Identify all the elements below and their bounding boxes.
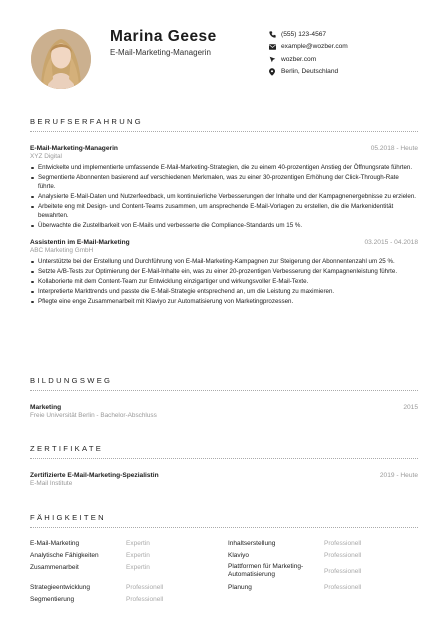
certificates-section bbox=[30, 444, 418, 487]
skill-level: Expertin bbox=[126, 539, 150, 547]
contact-location bbox=[267, 66, 437, 79]
candidate-name: Marina Geese bbox=[110, 28, 217, 45]
skill-level: Professionell bbox=[126, 583, 164, 591]
education-section bbox=[30, 376, 418, 419]
job-company: XYZ Digital bbox=[30, 153, 62, 160]
skill-level: Professionell bbox=[324, 583, 362, 591]
avatar bbox=[31, 29, 91, 89]
skill-name: Plattformen für Marketing-Automatisierung bbox=[228, 563, 304, 579]
resume-header bbox=[0, 0, 448, 100]
list-item: Kollaborierte mit dem Content-Team zur Entwicklung einzigartiger und wirkungsvoller E-Mail-Texte. bbox=[30, 277, 418, 286]
skill-name: Zusammenarbeit bbox=[30, 563, 79, 571]
portrait-image bbox=[31, 29, 91, 89]
skill-level: Professionell bbox=[324, 551, 362, 559]
contact-email bbox=[267, 41, 437, 54]
section-title: BILDUNGSWEG bbox=[30, 376, 418, 391]
email-text[interactable]: example@wozber.com bbox=[281, 43, 348, 51]
list-item: Überwachte die Zustellbarkeit von E-Mails und verbesserte die Compliance-Standards um 15 %. bbox=[30, 221, 418, 230]
education-date: 2015 bbox=[403, 404, 418, 411]
skill-name: Segmentierung bbox=[30, 596, 75, 604]
envelope-icon bbox=[267, 44, 277, 50]
skill-spacer bbox=[228, 594, 324, 606]
section-title: BERUFSERFAHRUNG bbox=[30, 117, 418, 132]
skill-name: E-Mail-Marketing bbox=[30, 539, 80, 547]
phone-icon bbox=[267, 31, 277, 38]
job-header bbox=[30, 145, 418, 152]
list-item: Entwickelte und implementierte umfassende E-Mail-Marketing-Strategien, die zu einem 40-prozentigen Anstieg der Öffnungsrate führten. bbox=[30, 163, 418, 172]
website-text[interactable]: wozber.com bbox=[281, 55, 317, 63]
cursor-icon bbox=[267, 56, 277, 63]
section-title: ZERTIFIKATE bbox=[30, 444, 418, 459]
experience-section bbox=[30, 117, 418, 307]
skill-name: Planung bbox=[228, 583, 252, 591]
job-role: E-Mail-Marketing-Managerin bbox=[30, 145, 118, 152]
contact-website bbox=[267, 53, 437, 66]
skill-name: Inhaltserstellung bbox=[228, 539, 276, 547]
job-bullets bbox=[30, 257, 418, 306]
skills-section bbox=[30, 513, 418, 606]
list-item: Setzte A/B-Tests zur Optimierung der E-Mail-Inhalte ein, was zu einer 20-prozentigen Verbesserung der Kampagnenleistung führte. bbox=[30, 267, 418, 276]
phone-text[interactable]: (555) 123-4567 bbox=[281, 30, 327, 38]
skill-level: Professionell bbox=[324, 539, 362, 547]
education-field: Marketing bbox=[30, 404, 62, 411]
skill-name: Analytische Fähigkeiten bbox=[30, 551, 99, 559]
skill-spacer bbox=[324, 594, 418, 606]
location-text: Berlin, Deutschland bbox=[281, 68, 339, 76]
skills-grid bbox=[30, 537, 418, 606]
list-item: Pflegte eine enge Zusammenarbeit mit Klaviyo zur Automatisierung von Marketingprozessen. bbox=[30, 297, 418, 306]
skill-level: Professionell bbox=[324, 567, 362, 575]
list-item: Unterstützte bei der Erstellung und Durchführung von E-Mail-Marketing-Kampagnen zur Steigerung der Abonnentenzahl um 25 %. bbox=[30, 257, 418, 266]
job-entry bbox=[30, 145, 418, 230]
job-date: 05.2018 - Heute bbox=[370, 145, 418, 152]
job-title: E-Mail-Marketing-Managerin bbox=[110, 48, 211, 57]
skill-name: Strategieentwicklung bbox=[30, 583, 90, 591]
list-item: Arbeitete eng mit Design- und Content-Teams zusammen, um ansprechende E-Mail-Vorlagen zu erstellen, die die Markenidentität bewahrten. bbox=[30, 202, 418, 220]
skill-level: Expertin bbox=[126, 563, 150, 571]
job-bullets bbox=[30, 163, 418, 230]
list-item: Interpretierte Markttrends und passte die E-Mail-Strategie entsprechend an, um die Leistung zu maximieren. bbox=[30, 287, 418, 296]
skill-level: Professionell bbox=[126, 596, 164, 604]
certificate-entry bbox=[30, 472, 418, 487]
certificate-date: 2019 - Heute bbox=[379, 472, 418, 479]
job-entry bbox=[30, 239, 418, 306]
skill-level: Expertin bbox=[126, 551, 150, 559]
education-school: Freie Universität Berlin - Bachelor-Abschluss bbox=[30, 412, 157, 419]
job-date: 03.2015 - 04.2018 bbox=[364, 239, 418, 246]
list-item: Analysierte E-Mail-Daten und Nutzerfeedback, um kontinuierliche Verbesserungen der Inhalte und der Kampagnenergebnisse zu erzielen. bbox=[30, 192, 418, 201]
job-header bbox=[30, 239, 418, 246]
certificate-header bbox=[30, 472, 418, 479]
skill-name: Klaviyo bbox=[228, 551, 249, 559]
job-role: Assistentin im E-Mail-Marketing bbox=[30, 239, 130, 246]
contact-phone bbox=[267, 28, 437, 41]
education-entry bbox=[30, 404, 418, 419]
education-header bbox=[30, 404, 418, 411]
section-title: FÄHIGKEITEN bbox=[30, 513, 418, 528]
map-pin-icon bbox=[267, 68, 277, 76]
certificate-issuer: E-Mail Institute bbox=[30, 480, 73, 487]
list-item: Segmentierte Abonnenten basierend auf verschiedenen Merkmalen, was zu einer 30-prozentigen Erhöhung der Click-Through-Rate führte. bbox=[30, 173, 418, 191]
job-company: ABC Marketing GmbH bbox=[30, 247, 94, 254]
contact-list bbox=[267, 28, 437, 78]
certificate-name: Zertifizierte E-Mail-Marketing-Spezialistin bbox=[30, 472, 159, 479]
